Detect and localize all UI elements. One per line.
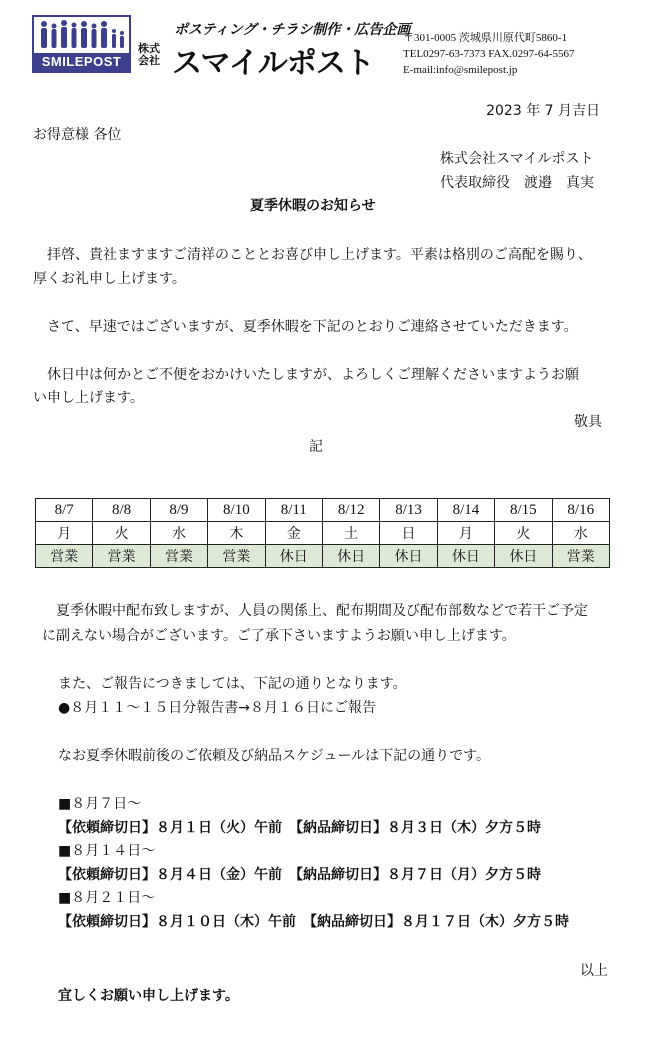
paragraph-greeting-line1: 拝啓、貴社ますますご清祥のこととお喜び申し上げます。平素は格別のご高配を賜り、	[33, 247, 592, 263]
people-silhouettes-icon	[37, 19, 127, 55]
kabushiki-kaisha-mark	[138, 43, 168, 67]
kabushiki-top: 株式	[138, 42, 160, 55]
schedule-weekday: 火	[93, 522, 150, 545]
report-intro: また、ご報告につきましては、下記の通りとなります。	[58, 676, 407, 692]
schedule-date: 8/16	[552, 499, 609, 522]
sender-company: 株式会社スマイルポスト	[440, 151, 594, 167]
schedule-date: 8/14	[437, 499, 494, 522]
deadline-detail: 【依頼締切日】８月１日（火）午前 【納品締切日】８月３日（木）夕方５時	[58, 820, 541, 836]
company-address: 〒301-0005 茨城県川原代町5860-1	[403, 32, 568, 44]
paragraph-apology-line2: い申し上げます。	[33, 390, 144, 406]
recipient: お得意様 各位	[33, 127, 122, 143]
deadline-detail: 【依頼締切日】８月１０日（木）午前 【納品締切日】８月１７日（木）夕方５時	[58, 914, 569, 930]
schedule-weekday: 日	[380, 522, 437, 545]
schedule-weekday: 月	[437, 522, 494, 545]
schedule-status: 休日	[437, 545, 494, 568]
schedule-date: 8/15	[495, 499, 552, 522]
schedule-date: 8/12	[322, 499, 379, 522]
schedule-weekday: 水	[552, 522, 609, 545]
sender-name: 代表取締役 渡邉 真実	[440, 175, 594, 191]
schedule-status: 営業	[208, 545, 265, 568]
schedule-date-row	[36, 499, 610, 522]
letter-date: 2023 年 7 月吉日	[486, 103, 600, 119]
schedule-status: 休日	[322, 545, 379, 568]
report-item: ●８月１１～１５日分報告書→８月１６日にご報告	[58, 700, 376, 716]
distribution-note-line1: 夏季休暇中配布致しますが、人員の関係上、配布期間及び配布部数などで若干ご予定	[42, 603, 588, 619]
schedule-status: 営業	[93, 545, 150, 568]
schedule-weekday: 火	[495, 522, 552, 545]
schedule-intro: なお夏季休暇前後のご依頼及び納品スケジュールは下記の通りです。	[58, 748, 491, 764]
company-email: E-mail:info@smilepost.jp	[403, 64, 518, 76]
closing-keigu: 敬具	[574, 414, 602, 430]
company-contact	[403, 30, 575, 78]
company-name: スマイルポスト	[172, 46, 374, 81]
paragraph-greeting-line2: 厚くお礼申し上げます。	[33, 271, 186, 287]
deadline-week: ■８月２１日～	[58, 890, 156, 906]
closing-ijou: 以上	[580, 963, 608, 979]
schedule-status: 休日	[265, 545, 322, 568]
schedule-date: 8/9	[150, 499, 207, 522]
letter-title: 夏季休暇のお知らせ	[250, 198, 376, 214]
schedule-status-row	[36, 545, 610, 568]
schedule-weekday: 木	[208, 522, 265, 545]
schedule-date: 8/13	[380, 499, 437, 522]
holiday-schedule-table	[35, 498, 610, 568]
schedule-status: 休日	[495, 545, 552, 568]
schedule-status: 営業	[36, 545, 93, 568]
deadline-week: ■８月１４日～	[58, 843, 156, 859]
paragraph-announcement: さて、早速ではございますが、夏季休暇を下記のとおりご連絡させていただきます。	[33, 319, 578, 335]
schedule-date: 8/10	[208, 499, 265, 522]
kabushiki-bottom: 会社	[138, 54, 160, 67]
company-tagline: ポスティング・チラシ制作・広告企画	[174, 22, 411, 38]
schedule-status: 休日	[380, 545, 437, 568]
deadline-detail: 【依頼締切日】８月４日（金）午前 【納品締切日】８月７日（月）夕方５時	[58, 867, 541, 883]
schedule-weekday: 月	[36, 522, 93, 545]
schedule-date: 8/11	[265, 499, 322, 522]
ki-marker: 記	[309, 439, 323, 455]
schedule-weekday: 土	[322, 522, 379, 545]
schedule-weekday: 水	[150, 522, 207, 545]
distribution-note-line2: に副えない場合がございます。ご了承下さいますようお願い申し上げます。	[42, 628, 516, 644]
deadline-week: ■８月７日～	[58, 796, 142, 812]
schedule-status: 営業	[552, 545, 609, 568]
logo-wordmark: SMILEPOST	[34, 53, 129, 71]
schedule-date: 8/8	[93, 499, 150, 522]
company-tel-fax: TEL0297-63-7373 FAX.0297-64-5567	[403, 48, 575, 60]
schedule-date: 8/7	[36, 499, 93, 522]
paragraph-apology-line1: 休日中は何かとご不便をおかけいたしますが、よろしくご理解くださいますようお願	[33, 367, 579, 383]
schedule-weekday: 金	[265, 522, 322, 545]
schedule-weekday-row	[36, 522, 610, 545]
company-logo	[32, 15, 131, 73]
closing-regards: 宜しくお願い申し上げます。	[58, 988, 239, 1004]
schedule-status: 営業	[150, 545, 207, 568]
